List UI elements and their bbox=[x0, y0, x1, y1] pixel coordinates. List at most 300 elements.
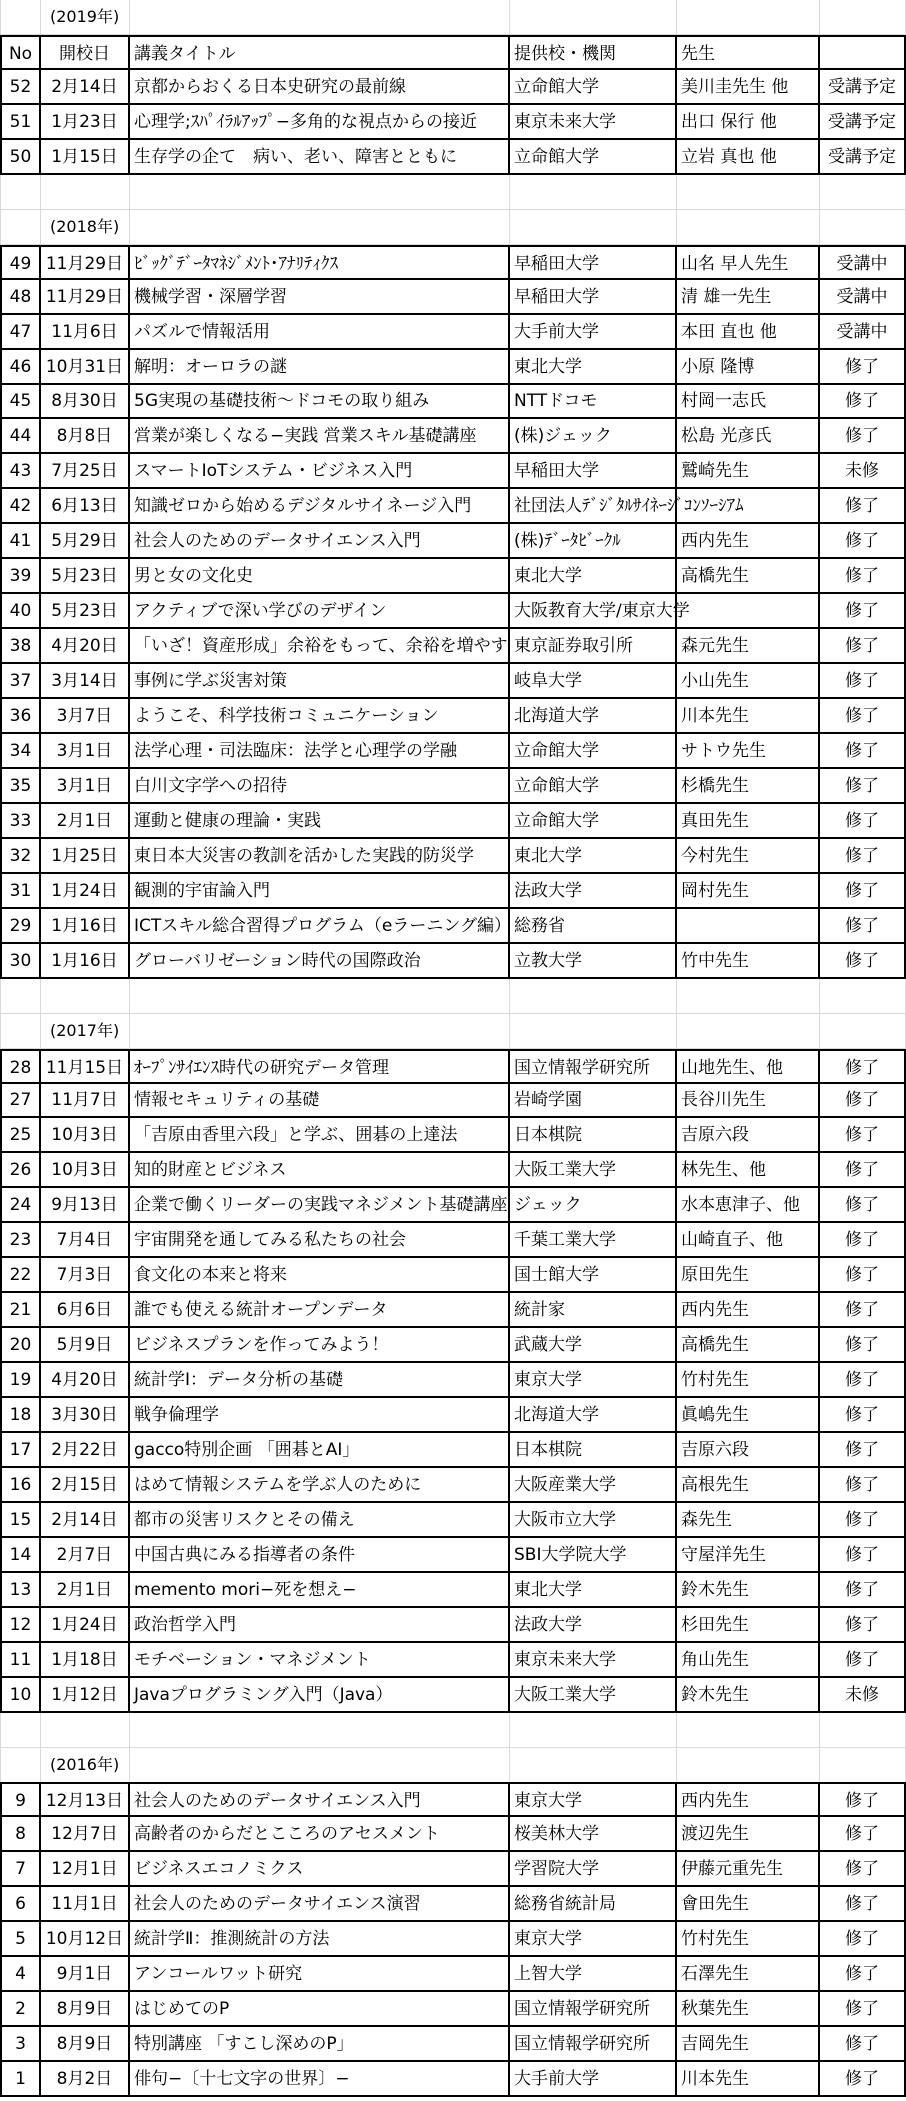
status-cell[interactable]: 修了 bbox=[820, 1782, 906, 1817]
provider-cell[interactable]: 東京大学 bbox=[510, 1922, 677, 1957]
date-cell[interactable]: 12月1日 bbox=[41, 1852, 130, 1887]
no-cell[interactable]: 34 bbox=[0, 734, 41, 769]
teacher-cell[interactable]: 杉田先生 bbox=[677, 1608, 820, 1643]
empty-cell[interactable] bbox=[510, 210, 677, 245]
status-cell[interactable]: 修了 bbox=[820, 1398, 906, 1433]
provider-cell[interactable]: 東京未来大学 bbox=[510, 1643, 677, 1678]
teacher-cell[interactable]: 森元先生 bbox=[677, 629, 820, 664]
teacher-cell[interactable]: 眞嶋先生 bbox=[677, 1398, 820, 1433]
no-cell[interactable]: 30 bbox=[0, 944, 41, 979]
provider-cell[interactable]: 岐阜大学 bbox=[510, 664, 677, 699]
provider-cell[interactable]: 東北大学 bbox=[510, 839, 677, 874]
no-cell[interactable]: 32 bbox=[0, 839, 41, 874]
teacher-cell[interactable]: 高根先生 bbox=[677, 1468, 820, 1503]
status-cell[interactable]: 修了 bbox=[820, 839, 906, 874]
date-cell[interactable]: 8月9日 bbox=[41, 1992, 130, 2027]
provider-cell[interactable]: 東北大学 bbox=[510, 350, 677, 385]
teacher-cell[interactable]: 高橋先生 bbox=[677, 559, 820, 594]
status-cell[interactable]: 修了 bbox=[820, 489, 906, 524]
title-cell[interactable]: 男と女の文化史 bbox=[130, 559, 510, 594]
status-cell[interactable]: 修了 bbox=[820, 559, 906, 594]
status-cell[interactable]: 修了 bbox=[820, 1468, 906, 1503]
header-date-cell[interactable]: 開校日 bbox=[41, 35, 130, 70]
teacher-cell[interactable]: 秋葉先生 bbox=[677, 1992, 820, 2027]
title-cell[interactable]: 統計学Ⅰ：データ分析の基礎 bbox=[130, 1363, 510, 1398]
provider-cell[interactable]: 武蔵大学 bbox=[510, 1328, 677, 1363]
title-cell[interactable]: 生存学の企て 病い、老い、障害とともに bbox=[130, 140, 510, 175]
no-cell[interactable]: 44 bbox=[0, 419, 41, 454]
title-cell[interactable]: 中国古典にみる指導者の条件 bbox=[130, 1538, 510, 1573]
date-cell[interactable]: 11月6日 bbox=[41, 315, 130, 350]
provider-cell[interactable]: 東北大学 bbox=[510, 1573, 677, 1608]
provider-cell[interactable]: ジェック bbox=[510, 1188, 677, 1223]
teacher-cell[interactable]: 川本先生 bbox=[677, 699, 820, 734]
status-cell[interactable]: 修了 bbox=[820, 1608, 906, 1643]
date-cell[interactable]: 6月13日 bbox=[41, 489, 130, 524]
status-cell[interactable]: 修了 bbox=[820, 1049, 906, 1084]
date-cell[interactable]: 5月23日 bbox=[41, 559, 130, 594]
teacher-cell[interactable]: 石澤先生 bbox=[677, 1957, 820, 1992]
status-cell[interactable]: 修了 bbox=[820, 1817, 906, 1852]
date-cell[interactable]: 8月8日 bbox=[41, 419, 130, 454]
provider-cell[interactable]: 立命館大学 bbox=[510, 769, 677, 804]
teacher-cell[interactable]: 杉橋先生 bbox=[677, 769, 820, 804]
date-cell[interactable]: 3月1日 bbox=[41, 769, 130, 804]
teacher-cell[interactable]: 吉原六段 bbox=[677, 1433, 820, 1468]
no-cell[interactable]: 12 bbox=[0, 1608, 41, 1643]
teacher-cell[interactable]: 森先生 bbox=[677, 1503, 820, 1538]
header-teacher-cell[interactable]: 先生 bbox=[677, 35, 820, 70]
status-cell[interactable]: 修了 bbox=[820, 1083, 906, 1118]
date-cell[interactable]: 12月13日 bbox=[41, 1782, 130, 1817]
status-cell[interactable]: 修了 bbox=[820, 419, 906, 454]
no-cell[interactable]: 38 bbox=[0, 629, 41, 664]
no-cell[interactable]: 8 bbox=[0, 1817, 41, 1852]
provider-cell[interactable]: 東京証券取引所 bbox=[510, 629, 677, 664]
status-cell[interactable]: 修了 bbox=[820, 350, 906, 385]
status-cell[interactable]: 修了 bbox=[820, 909, 906, 944]
date-cell[interactable]: 2月14日 bbox=[41, 70, 130, 105]
status-cell[interactable]: 受講中 bbox=[820, 245, 906, 280]
provider-cell[interactable]: 法政大学 bbox=[510, 1608, 677, 1643]
no-cell[interactable]: 16 bbox=[0, 1468, 41, 1503]
provider-cell[interactable]: 大阪工業大学 bbox=[510, 1678, 677, 1713]
date-cell[interactable]: 11月15日 bbox=[41, 1049, 130, 1084]
provider-cell[interactable]: 立命館大学 bbox=[510, 804, 677, 839]
empty-cell[interactable] bbox=[820, 0, 906, 35]
status-cell[interactable]: 修了 bbox=[820, 944, 906, 979]
no-cell[interactable]: 2 bbox=[0, 1992, 41, 2027]
title-cell[interactable]: 事例に学ぶ災害対策 bbox=[130, 664, 510, 699]
no-cell[interactable]: 37 bbox=[0, 664, 41, 699]
title-cell[interactable]: 政治哲学入門 bbox=[130, 1608, 510, 1643]
status-cell[interactable]: 受講予定 bbox=[820, 105, 906, 140]
title-cell[interactable]: 解明：オーロラの謎 bbox=[130, 350, 510, 385]
date-cell[interactable]: 1月16日 bbox=[41, 909, 130, 944]
title-cell[interactable]: 都市の災害リスクとその備え bbox=[130, 1503, 510, 1538]
date-cell[interactable]: 5月29日 bbox=[41, 524, 130, 559]
provider-cell[interactable]: 大手前大学 bbox=[510, 2062, 677, 2097]
no-cell[interactable]: 23 bbox=[0, 1223, 41, 1258]
date-cell[interactable]: 8月2日 bbox=[41, 2062, 130, 2097]
provider-cell[interactable]: 早稲田大学 bbox=[510, 280, 677, 315]
teacher-cell[interactable]: 竹村先生 bbox=[677, 1922, 820, 1957]
empty-cell[interactable] bbox=[130, 979, 510, 1014]
teacher-cell[interactable]: サトウ先生 bbox=[677, 734, 820, 769]
title-cell[interactable]: はじめてのP bbox=[130, 1992, 510, 2027]
provider-cell[interactable]: 総務省統計局 bbox=[510, 1887, 677, 1922]
date-cell[interactable]: 1月15日 bbox=[41, 140, 130, 175]
teacher-cell[interactable]: 吉原六段 bbox=[677, 1118, 820, 1153]
status-cell[interactable]: 修了 bbox=[820, 1188, 906, 1223]
date-cell[interactable]: 1月12日 bbox=[41, 1678, 130, 1713]
date-cell[interactable]: 10月3日 bbox=[41, 1118, 130, 1153]
title-cell[interactable]: 社会人のためのデータサイエンス演習 bbox=[130, 1887, 510, 1922]
empty-cell[interactable] bbox=[0, 1014, 41, 1049]
title-cell[interactable]: 俳句−〔十七文字の世界〕− bbox=[130, 2062, 510, 2097]
title-cell[interactable]: 運動と健康の理論・実践 bbox=[130, 804, 510, 839]
no-cell[interactable]: 10 bbox=[0, 1678, 41, 1713]
empty-cell[interactable] bbox=[510, 1748, 677, 1783]
date-cell[interactable]: 10月12日 bbox=[41, 1922, 130, 1957]
title-cell[interactable]: memento mori−死を想え− bbox=[130, 1573, 510, 1608]
date-cell[interactable]: 1月16日 bbox=[41, 944, 130, 979]
date-cell[interactable]: 3月1日 bbox=[41, 734, 130, 769]
status-cell[interactable]: 修了 bbox=[820, 1223, 906, 1258]
status-cell[interactable]: 修了 bbox=[820, 1643, 906, 1678]
provider-cell[interactable]: 上智大学 bbox=[510, 1957, 677, 1992]
title-cell[interactable]: はめて情報システムを学ぶ人のために bbox=[130, 1468, 510, 1503]
provider-cell[interactable]: 大阪教育大学/東京大学 bbox=[510, 594, 677, 629]
no-cell[interactable]: 41 bbox=[0, 524, 41, 559]
teacher-cell[interactable]: 角山先生 bbox=[677, 1643, 820, 1678]
no-cell[interactable]: 49 bbox=[0, 245, 41, 280]
empty-cell[interactable] bbox=[130, 175, 510, 210]
status-cell[interactable]: 修了 bbox=[820, 874, 906, 909]
title-cell[interactable]: 誰でも使える統計オープンデータ bbox=[130, 1293, 510, 1328]
status-cell[interactable]: 修了 bbox=[820, 2062, 906, 2097]
status-cell[interactable]: 修了 bbox=[820, 1363, 906, 1398]
date-cell[interactable]: 11月1日 bbox=[41, 1887, 130, 1922]
title-cell[interactable]: 情報セキュリティの基礎 bbox=[130, 1083, 510, 1118]
date-cell[interactable]: 4月20日 bbox=[41, 629, 130, 664]
date-cell[interactable]: 11月29日 bbox=[41, 245, 130, 280]
date-cell[interactable]: 3月30日 bbox=[41, 1398, 130, 1433]
title-cell[interactable]: 宇宙開発を通してみる私たちの社会 bbox=[130, 1223, 510, 1258]
provider-cell[interactable]: NTTドコモ bbox=[510, 384, 677, 419]
no-cell[interactable]: 22 bbox=[0, 1258, 41, 1293]
status-cell[interactable]: 修了 bbox=[820, 769, 906, 804]
empty-cell[interactable] bbox=[130, 1014, 510, 1049]
date-cell[interactable]: 2月1日 bbox=[41, 804, 130, 839]
no-cell[interactable]: 31 bbox=[0, 874, 41, 909]
empty-cell[interactable] bbox=[677, 0, 820, 35]
title-cell[interactable]: Javaプログラミング入門（Java） bbox=[130, 1678, 510, 1713]
date-cell[interactable]: 5月9日 bbox=[41, 1328, 130, 1363]
date-cell[interactable]: 1月24日 bbox=[41, 874, 130, 909]
empty-cell[interactable] bbox=[41, 979, 130, 1014]
no-cell[interactable]: 36 bbox=[0, 699, 41, 734]
provider-cell[interactable]: 日本棋院 bbox=[510, 1433, 677, 1468]
provider-cell[interactable]: 北海道大学 bbox=[510, 699, 677, 734]
no-cell[interactable]: 11 bbox=[0, 1643, 41, 1678]
no-cell[interactable]: 3 bbox=[0, 2027, 41, 2062]
provider-cell[interactable]: 岩崎学園 bbox=[510, 1083, 677, 1118]
title-cell[interactable]: gacco特別企画 「囲碁とAI」 bbox=[130, 1433, 510, 1468]
date-cell[interactable]: 2月15日 bbox=[41, 1468, 130, 1503]
teacher-cell[interactable]: 出口 保行 他 bbox=[677, 105, 820, 140]
empty-cell[interactable] bbox=[820, 1014, 906, 1049]
date-cell[interactable]: 2月14日 bbox=[41, 1503, 130, 1538]
empty-cell[interactable] bbox=[510, 1713, 677, 1748]
date-cell[interactable]: 10月3日 bbox=[41, 1153, 130, 1188]
status-cell[interactable]: 修了 bbox=[820, 384, 906, 419]
title-cell[interactable]: 心理学;ｽﾊﾟｲﾗﾙｱｯﾌﾟ−多角的な視点からの接近 bbox=[130, 105, 510, 140]
title-cell[interactable]: グローバリゼーション時代の国際政治 bbox=[130, 944, 510, 979]
title-cell[interactable]: ビジネスプランを作ってみよう！ bbox=[130, 1328, 510, 1363]
teacher-cell[interactable]: 竹中先生 bbox=[677, 944, 820, 979]
date-cell[interactable]: 1月25日 bbox=[41, 839, 130, 874]
empty-cell[interactable] bbox=[0, 1748, 41, 1783]
title-cell[interactable]: 企業で働くリーダーの実践マネジメント基礎講座 bbox=[130, 1188, 510, 1223]
date-cell[interactable]: 12月7日 bbox=[41, 1817, 130, 1852]
no-cell[interactable]: 47 bbox=[0, 315, 41, 350]
provider-cell[interactable]: 千葉工業大学 bbox=[510, 1223, 677, 1258]
date-cell[interactable]: 4月20日 bbox=[41, 1363, 130, 1398]
header-provider-cell[interactable]: 提供校・機関 bbox=[510, 35, 677, 70]
teacher-cell[interactable]: 山地先生、他 bbox=[677, 1049, 820, 1084]
provider-cell[interactable]: 大阪工業大学 bbox=[510, 1153, 677, 1188]
empty-cell[interactable] bbox=[0, 210, 41, 245]
empty-cell[interactable] bbox=[677, 979, 820, 1014]
empty-cell[interactable] bbox=[677, 175, 820, 210]
title-cell[interactable]: 白川文字学への招待 bbox=[130, 769, 510, 804]
empty-cell[interactable] bbox=[130, 0, 510, 35]
status-cell[interactable]: 修了 bbox=[820, 1573, 906, 1608]
date-cell[interactable]: 10月31日 bbox=[41, 350, 130, 385]
empty-cell[interactable] bbox=[510, 979, 677, 1014]
status-cell[interactable]: 修了 bbox=[820, 1433, 906, 1468]
header-status-cell[interactable] bbox=[820, 35, 906, 70]
status-cell[interactable]: 修了 bbox=[820, 1538, 906, 1573]
teacher-cell[interactable]: 水本恵津子、他 bbox=[677, 1188, 820, 1223]
header-no-cell[interactable]: No bbox=[0, 35, 41, 70]
title-cell[interactable]: 5G実現の基礎技術〜ドコモの取り組み bbox=[130, 384, 510, 419]
date-cell[interactable]: 2月1日 bbox=[41, 1573, 130, 1608]
teacher-cell[interactable]: 鈴木先生 bbox=[677, 1573, 820, 1608]
empty-cell[interactable] bbox=[0, 175, 41, 210]
title-cell[interactable]: 知識ゼロから始めるデジタルサイネージ入門 bbox=[130, 489, 510, 524]
title-cell[interactable]: 法学心理・司法臨床：法学と心理学の学融 bbox=[130, 734, 510, 769]
no-cell[interactable]: 29 bbox=[0, 909, 41, 944]
empty-cell[interactable] bbox=[510, 1014, 677, 1049]
teacher-cell[interactable]: 鷲崎先生 bbox=[677, 454, 820, 489]
no-cell[interactable]: 1 bbox=[0, 2062, 41, 2097]
status-cell[interactable]: 修了 bbox=[820, 1258, 906, 1293]
status-cell[interactable]: 修了 bbox=[820, 734, 906, 769]
teacher-cell[interactable]: 西内先生 bbox=[677, 524, 820, 559]
no-cell[interactable]: 42 bbox=[0, 489, 41, 524]
teacher-cell[interactable]: 山名 早人先生 bbox=[677, 245, 820, 280]
no-cell[interactable]: 45 bbox=[0, 384, 41, 419]
provider-cell[interactable]: 国立情報学研究所 bbox=[510, 1049, 677, 1084]
no-cell[interactable]: 50 bbox=[0, 140, 41, 175]
status-cell[interactable]: 修了 bbox=[820, 1852, 906, 1887]
teacher-cell[interactable]: 高橋先生 bbox=[677, 1328, 820, 1363]
teacher-cell[interactable]: 松島 光彦氏 bbox=[677, 419, 820, 454]
empty-cell[interactable] bbox=[41, 175, 130, 210]
status-cell[interactable]: 修了 bbox=[820, 594, 906, 629]
no-cell[interactable]: 14 bbox=[0, 1538, 41, 1573]
status-cell[interactable]: 未修 bbox=[820, 454, 906, 489]
date-cell[interactable]: 1月24日 bbox=[41, 1608, 130, 1643]
teacher-cell[interactable] bbox=[677, 594, 820, 629]
teacher-cell[interactable]: 本田 直也 他 bbox=[677, 315, 820, 350]
status-cell[interactable]: 未修 bbox=[820, 1678, 906, 1713]
date-cell[interactable]: 11月7日 bbox=[41, 1083, 130, 1118]
status-cell[interactable]: 受講中 bbox=[820, 280, 906, 315]
provider-cell[interactable]: 統計家 bbox=[510, 1293, 677, 1328]
empty-cell[interactable] bbox=[820, 175, 906, 210]
provider-cell[interactable]: 大阪産業大学 bbox=[510, 1468, 677, 1503]
teacher-cell[interactable]: 今村先生 bbox=[677, 839, 820, 874]
empty-cell[interactable] bbox=[130, 1748, 510, 1783]
empty-cell[interactable] bbox=[510, 175, 677, 210]
status-cell[interactable]: 受講予定 bbox=[820, 140, 906, 175]
provider-cell[interactable]: 法政大学 bbox=[510, 874, 677, 909]
no-cell[interactable]: 28 bbox=[0, 1049, 41, 1084]
date-cell[interactable]: 7月3日 bbox=[41, 1258, 130, 1293]
teacher-cell[interactable]: 原田先生 bbox=[677, 1258, 820, 1293]
no-cell[interactable]: 25 bbox=[0, 1118, 41, 1153]
no-cell[interactable]: 17 bbox=[0, 1433, 41, 1468]
title-cell[interactable]: ようこそ、科学技術コミュニケーション bbox=[130, 699, 510, 734]
teacher-cell[interactable]: 西内先生 bbox=[677, 1293, 820, 1328]
empty-cell[interactable] bbox=[820, 1713, 906, 1748]
status-cell[interactable]: 修了 bbox=[820, 1293, 906, 1328]
teacher-cell[interactable]: 竹村先生 bbox=[677, 1363, 820, 1398]
teacher-cell[interactable]: 美川圭先生 他 bbox=[677, 70, 820, 105]
title-cell[interactable]: 営業が楽しくなる−実践 営業スキル基礎講座 bbox=[130, 419, 510, 454]
title-cell[interactable]: 社会人のためのデータサイエンス入門 bbox=[130, 1782, 510, 1817]
provider-cell[interactable]: 国士館大学 bbox=[510, 1258, 677, 1293]
status-cell[interactable]: 修了 bbox=[820, 1328, 906, 1363]
teacher-cell[interactable] bbox=[677, 489, 820, 524]
status-cell[interactable]: 修了 bbox=[820, 699, 906, 734]
title-cell[interactable]: 食文化の本来と将来 bbox=[130, 1258, 510, 1293]
provider-cell[interactable]: 東北大学 bbox=[510, 559, 677, 594]
empty-cell[interactable] bbox=[677, 1014, 820, 1049]
no-cell[interactable]: 24 bbox=[0, 1188, 41, 1223]
no-cell[interactable]: 4 bbox=[0, 1957, 41, 1992]
title-cell[interactable]: アクティブで深い学びのデザイン bbox=[130, 594, 510, 629]
empty-cell[interactable] bbox=[820, 1748, 906, 1783]
provider-cell[interactable]: 早稲田大学 bbox=[510, 454, 677, 489]
status-cell[interactable]: 修了 bbox=[820, 524, 906, 559]
date-cell[interactable]: 1月18日 bbox=[41, 1643, 130, 1678]
provider-cell[interactable]: 社団法人ﾃﾞｼﾞﾀﾙｻｲﾈｰｼﾞｺﾝｿｰｼｱﾑ bbox=[510, 489, 677, 524]
date-cell[interactable]: 9月13日 bbox=[41, 1188, 130, 1223]
teacher-cell[interactable]: 真田先生 bbox=[677, 804, 820, 839]
no-cell[interactable]: 27 bbox=[0, 1083, 41, 1118]
teacher-cell[interactable]: 會田先生 bbox=[677, 1887, 820, 1922]
date-cell[interactable]: 3月7日 bbox=[41, 699, 130, 734]
status-cell[interactable]: 受講中 bbox=[820, 315, 906, 350]
empty-cell[interactable] bbox=[820, 979, 906, 1014]
provider-cell[interactable]: 国立情報学研究所 bbox=[510, 2027, 677, 2062]
provider-cell[interactable]: 日本棋院 bbox=[510, 1118, 677, 1153]
date-cell[interactable]: 1月23日 bbox=[41, 105, 130, 140]
no-cell[interactable]: 39 bbox=[0, 559, 41, 594]
status-cell[interactable]: 修了 bbox=[820, 1992, 906, 2027]
teacher-cell[interactable]: 立岩 真也 他 bbox=[677, 140, 820, 175]
provider-cell[interactable]: 総務省 bbox=[510, 909, 677, 944]
title-cell[interactable]: 高齢者のからだとこころのアセスメント bbox=[130, 1817, 510, 1852]
no-cell[interactable]: 46 bbox=[0, 350, 41, 385]
provider-cell[interactable]: 立命館大学 bbox=[510, 140, 677, 175]
provider-cell[interactable]: 早稲田大学 bbox=[510, 245, 677, 280]
status-cell[interactable]: 修了 bbox=[820, 1957, 906, 1992]
provider-cell[interactable]: 東京大学 bbox=[510, 1782, 677, 1817]
no-cell[interactable]: 9 bbox=[0, 1782, 41, 1817]
teacher-cell[interactable]: 清 雄一先生 bbox=[677, 280, 820, 315]
no-cell[interactable]: 7 bbox=[0, 1852, 41, 1887]
empty-cell[interactable] bbox=[820, 210, 906, 245]
date-cell[interactable]: 8月9日 bbox=[41, 2027, 130, 2062]
teacher-cell[interactable]: 林先生、他 bbox=[677, 1153, 820, 1188]
title-cell[interactable]: アンコールワット研究 bbox=[130, 1957, 510, 1992]
teacher-cell[interactable]: 岡村先生 bbox=[677, 874, 820, 909]
provider-cell[interactable]: 東京未来大学 bbox=[510, 105, 677, 140]
status-cell[interactable]: 修了 bbox=[820, 804, 906, 839]
teacher-cell[interactable]: 吉岡先生 bbox=[677, 2027, 820, 2062]
no-cell[interactable]: 26 bbox=[0, 1153, 41, 1188]
date-cell[interactable]: 2月22日 bbox=[41, 1433, 130, 1468]
provider-cell[interactable]: SBI大学院大学 bbox=[510, 1538, 677, 1573]
title-cell[interactable]: ICTスキル総合習得プログラム（eラーニング編） bbox=[130, 909, 510, 944]
date-cell[interactable]: 3月14日 bbox=[41, 664, 130, 699]
empty-cell[interactable] bbox=[677, 1713, 820, 1748]
provider-cell[interactable]: 桜美林大学 bbox=[510, 1817, 677, 1852]
empty-cell[interactable] bbox=[41, 1713, 130, 1748]
title-cell[interactable]: ｵｰﾌﾟﾝｻｲｴﾝｽ時代の研究データ管理 bbox=[130, 1049, 510, 1084]
no-cell[interactable]: 51 bbox=[0, 105, 41, 140]
teacher-cell[interactable]: 西内先生 bbox=[677, 1782, 820, 1817]
empty-cell[interactable] bbox=[130, 210, 510, 245]
provider-cell[interactable]: (株)ジェック bbox=[510, 419, 677, 454]
title-cell[interactable]: 社会人のためのデータサイエンス入門 bbox=[130, 524, 510, 559]
teacher-cell[interactable]: 長谷川先生 bbox=[677, 1083, 820, 1118]
teacher-cell[interactable]: 守屋洋先生 bbox=[677, 1538, 820, 1573]
date-cell[interactable]: 5月23日 bbox=[41, 594, 130, 629]
title-cell[interactable]: 知的財産とビジネス bbox=[130, 1153, 510, 1188]
no-cell[interactable]: 6 bbox=[0, 1887, 41, 1922]
date-cell[interactable]: 7月4日 bbox=[41, 1223, 130, 1258]
title-cell[interactable]: スマートIoTシステム・ビジネス入門 bbox=[130, 454, 510, 489]
provider-cell[interactable]: 東京大学 bbox=[510, 1363, 677, 1398]
status-cell[interactable]: 修了 bbox=[820, 1922, 906, 1957]
empty-cell[interactable] bbox=[510, 0, 677, 35]
status-cell[interactable]: 受講予定 bbox=[820, 70, 906, 105]
status-cell[interactable]: 修了 bbox=[820, 1153, 906, 1188]
teacher-cell[interactable]: 川本先生 bbox=[677, 2062, 820, 2097]
empty-cell[interactable] bbox=[130, 1713, 510, 1748]
no-cell[interactable]: 35 bbox=[0, 769, 41, 804]
date-cell[interactable]: 2月7日 bbox=[41, 1538, 130, 1573]
provider-cell[interactable]: 立教大学 bbox=[510, 944, 677, 979]
status-cell[interactable]: 修了 bbox=[820, 629, 906, 664]
empty-cell[interactable] bbox=[677, 210, 820, 245]
